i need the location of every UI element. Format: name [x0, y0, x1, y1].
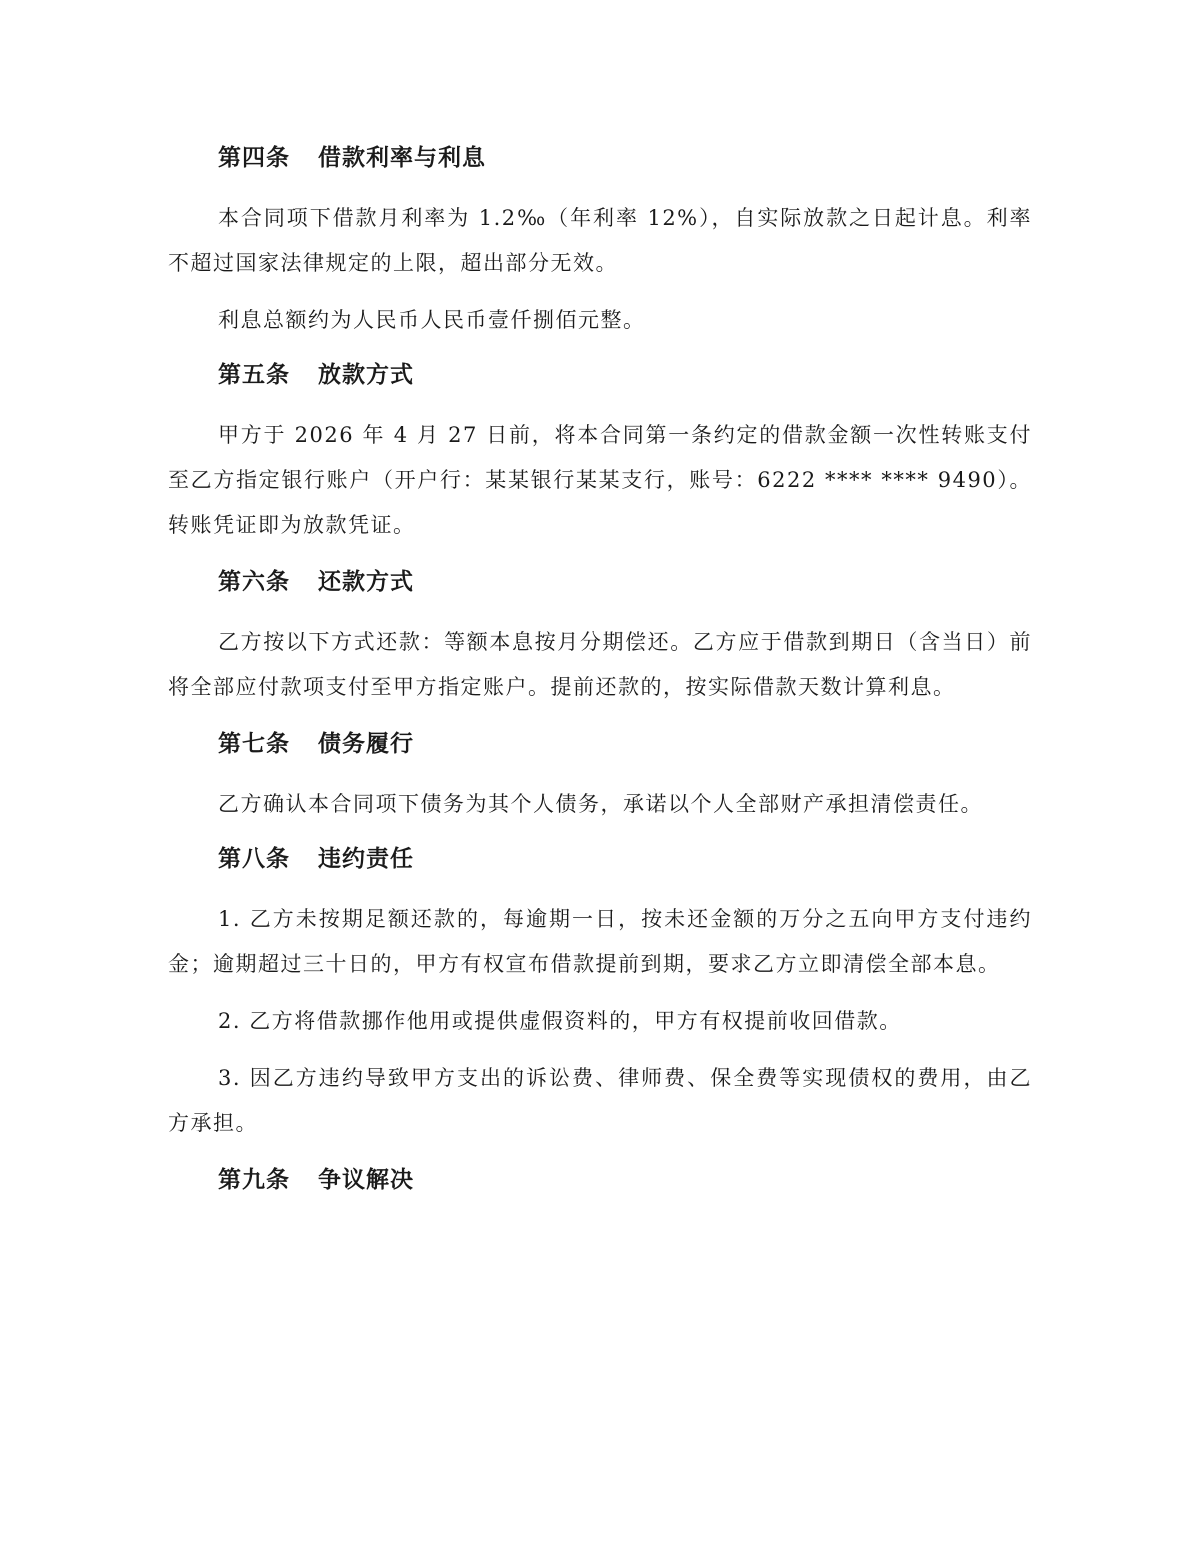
article-8-paragraph-2: 2. 乙方将借款挪作他用或提供虚假资料的，甲方有权提前收回借款。 [218, 1009, 902, 1033]
article-9-heading [168, 1162, 1032, 1198]
contract-page [168, 140, 1032, 1198]
article-8-title: 违约责任 [318, 846, 414, 872]
article-6-title: 还款方式 [318, 569, 414, 595]
article-5-number: 第五条 [218, 362, 290, 388]
article-7-paragraph-1: 乙方确认本合同项下债务为其个人债务，承诺以个人全部财产承担清偿责任。 [218, 792, 983, 816]
article-7-heading [168, 726, 1032, 762]
article-5-heading [168, 357, 1032, 393]
article-7-title: 债务履行 [318, 731, 414, 757]
article-8-heading [168, 841, 1032, 877]
article-6-heading [168, 564, 1032, 600]
article-9-title: 争议解决 [318, 1167, 414, 1193]
article-4-number: 第四条 [218, 145, 290, 171]
article-6-paragraph-1: 乙方按以下方式还款：等额本息按月分期偿还。乙方应于借款到期日（含当日）前将全部应付款项支付至甲方指定账户。提前还款的，按实际借款天数计算利息。 [168, 630, 1032, 699]
article-5-paragraph-1: 甲方于 2026 年 4 月 27 日前，将本合同第一条约定的借款金额一次性转账支付至乙方指定银行账户（开户行：某某银行某某支行，账号：6222 **** **** 9490）。转账凭证即为放款凭证。 [168, 423, 1032, 537]
article-4-paragraph-1: 本合同项下借款月利率为 1.2‰（年利率 12%），自实际放款之日起计息。利率不超过国家法律规定的上限，超出部分无效。 [168, 206, 1032, 275]
article-8-paragraph-3: 3. 因乙方违约导致甲方支出的诉讼费、律师费、保全费等实现债权的费用，由乙方承担。 [168, 1066, 1032, 1135]
article-5-title: 放款方式 [318, 362, 414, 388]
article-4-title: 借款利率与利息 [318, 145, 486, 171]
article-6-number: 第六条 [218, 569, 290, 595]
article-8-paragraph-1: 1. 乙方未按期足额还款的，每逾期一日，按未还金额的万分之五向甲方支付违约金；逾期超过三十日的，甲方有权宣布借款提前到期，要求乙方立即清偿全部本息。 [168, 907, 1032, 976]
article-8-number: 第八条 [218, 846, 290, 872]
article-4-heading [168, 140, 1032, 176]
article-4-paragraph-2: 利息总额约为人民币人民币壹仟捌佰元整。 [218, 308, 646, 332]
article-9-number: 第九条 [218, 1167, 290, 1193]
article-7-number: 第七条 [218, 731, 290, 757]
